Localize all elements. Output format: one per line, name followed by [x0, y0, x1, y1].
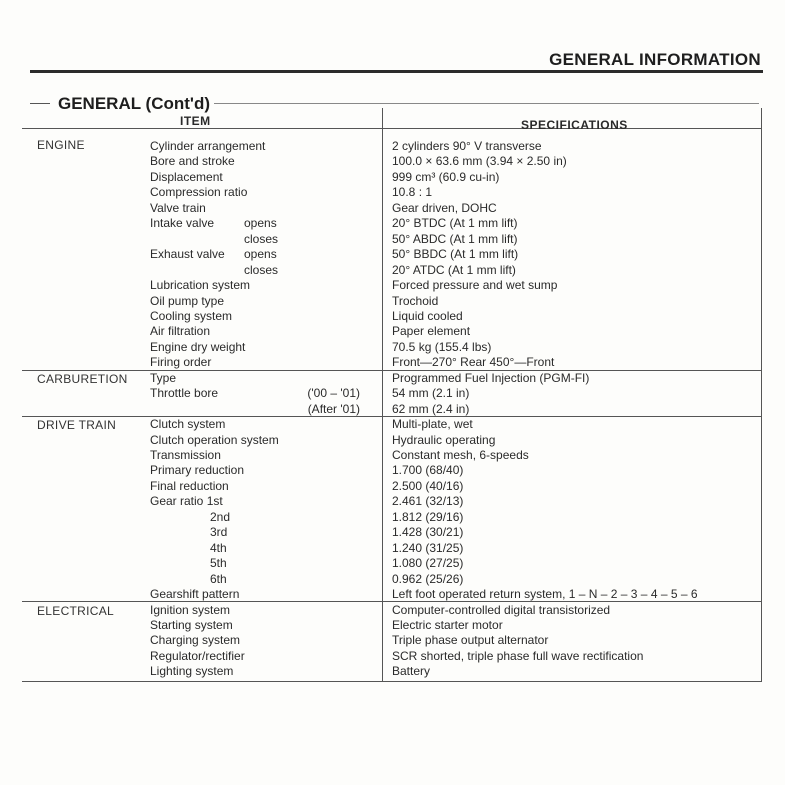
item-label: Charging system [150, 633, 241, 647]
item-sublabel: closes [244, 263, 279, 277]
item-label: Oil pump type [150, 294, 225, 308]
gear-label: 4th [210, 541, 227, 555]
table-border-right [761, 108, 762, 682]
item-label: Lighting system [150, 664, 234, 678]
spec-value: Left foot operated return system, 1 – N – 2 – 3 – 4 – 5 – 6 [392, 587, 698, 601]
spec-value: Liquid cooled [392, 309, 463, 323]
spec-value: 50° ABDC (At 1 mm lift) [392, 232, 518, 246]
item-label: Transmission [150, 448, 221, 462]
item-label: Clutch system [150, 417, 226, 431]
section-label-electrical: ELECTRICAL [37, 604, 115, 618]
item-label: Engine dry weight [150, 340, 246, 354]
item-label: Bore and stroke [150, 154, 235, 168]
item-label: Firing order [150, 355, 212, 369]
spec-value: Paper element [392, 324, 471, 338]
spec-value: 54 mm (2.1 in) [392, 386, 470, 400]
spec-value: Trochoid [392, 294, 439, 308]
item-label: Clutch operation system [150, 433, 279, 447]
section-label-engine: ENGINE [37, 138, 85, 152]
spec-value: 100.0 × 63.6 mm (3.94 × 2.50 in) [392, 154, 567, 168]
section-divider-electrical [22, 601, 762, 602]
table-divider-vertical [382, 108, 383, 682]
spec-value: 2.500 (40/16) [392, 479, 464, 493]
item-label: Lubrication system [150, 278, 251, 292]
section-label-carburetion: CARBURETION [37, 372, 128, 386]
item-label: Compression ratio [150, 185, 248, 199]
section-rule-left [30, 103, 50, 104]
gear-label: 5th [210, 556, 227, 570]
spec-value: SCR shorted, triple phase full wave rectification [392, 649, 644, 663]
spec-value: Triple phase output alternator [392, 633, 549, 647]
spec-value: 2 cylinders 90° V transverse [392, 139, 542, 153]
spec-value: 1.812 (29/16) [392, 510, 464, 524]
spec-value: Hydraulic operating [392, 433, 496, 447]
item-label: Intake valve [150, 216, 215, 230]
spec-value: 62 mm (2.4 in) [392, 402, 470, 416]
model-year-label: ('00 – '01) [307, 386, 360, 400]
section-rule-right [205, 103, 759, 104]
spec-value: 70.5 kg (155.4 lbs) [392, 340, 492, 354]
spec-value: Battery [392, 664, 431, 678]
gear-label: 2nd [210, 510, 231, 524]
model-year-label: (After '01) [307, 402, 360, 416]
item-label: Cylinder arrangement [150, 139, 266, 153]
item-label: Ignition system [150, 603, 231, 617]
item-label: Exhaust valve [150, 247, 225, 261]
section-label-drive-train: DRIVE TRAIN [37, 418, 117, 432]
spec-value: 20° BTDC (At 1 mm lift) [392, 216, 518, 230]
item-label: Primary reduction [150, 463, 245, 477]
item-sublabel: opens [244, 247, 277, 261]
item-sublabel: opens [244, 216, 277, 230]
spec-value: 1.700 (68/40) [392, 463, 464, 477]
spec-value: Computer-controlled digital transistorized [392, 603, 611, 617]
item-label: Throttle bore [150, 386, 219, 400]
spec-value: 1.428 (30/21) [392, 525, 464, 539]
spec-value: 1.080 (27/25) [392, 556, 464, 570]
spec-value: Front—270° Rear 450°—Front [392, 355, 555, 369]
item-label: Gearshift pattern [150, 587, 240, 601]
item-label: Final reduction [150, 479, 229, 493]
spec-value: Forced pressure and wet sump [392, 278, 558, 292]
table-bottom-rule [22, 681, 762, 682]
column-header-item: ITEM [180, 114, 211, 128]
spec-value: 999 cm³ (60.9 cu-in) [392, 170, 500, 184]
spec-value: Programmed Fuel Injection (PGM-FI) [392, 371, 590, 385]
spec-value: 50° BBDC (At 1 mm lift) [392, 247, 519, 261]
spec-value: Gear driven, DOHC [392, 201, 497, 215]
item-label: Cooling system [150, 309, 233, 323]
item-label: Displacement [150, 170, 223, 184]
gear-label: 3rd [210, 525, 228, 539]
spec-value: 20° ATDC (At 1 mm lift) [392, 263, 516, 277]
gear-label: 6th [210, 572, 227, 586]
item-label: Type [150, 371, 177, 385]
table-header-rule [22, 128, 762, 129]
spec-value: Multi-plate, wet [392, 417, 473, 431]
spec-value: 2.461 (32/13) [392, 494, 464, 508]
header-rule [30, 70, 763, 73]
page-header-title: GENERAL INFORMATION [549, 50, 761, 69]
spec-value: 0.962 (25/26) [392, 572, 464, 586]
spec-value: 10.8 : 1 [392, 185, 433, 199]
item-label: Valve train [150, 201, 206, 215]
item-label: Gear ratio 1st [150, 494, 223, 508]
spec-value: Electric starter motor [392, 618, 503, 632]
item-label: Regulator/rectifier [150, 649, 245, 663]
item-label: Starting system [150, 618, 233, 632]
column-header-specifications: SPECIFICATIONS [521, 118, 628, 132]
item-sublabel: closes [244, 232, 279, 246]
item-label: Air filtration [150, 324, 211, 338]
spec-value: Constant mesh, 6-speeds [392, 448, 529, 462]
section-title: GENERAL (Cont'd) [54, 94, 214, 114]
spec-value: 1.240 (31/25) [392, 541, 464, 555]
